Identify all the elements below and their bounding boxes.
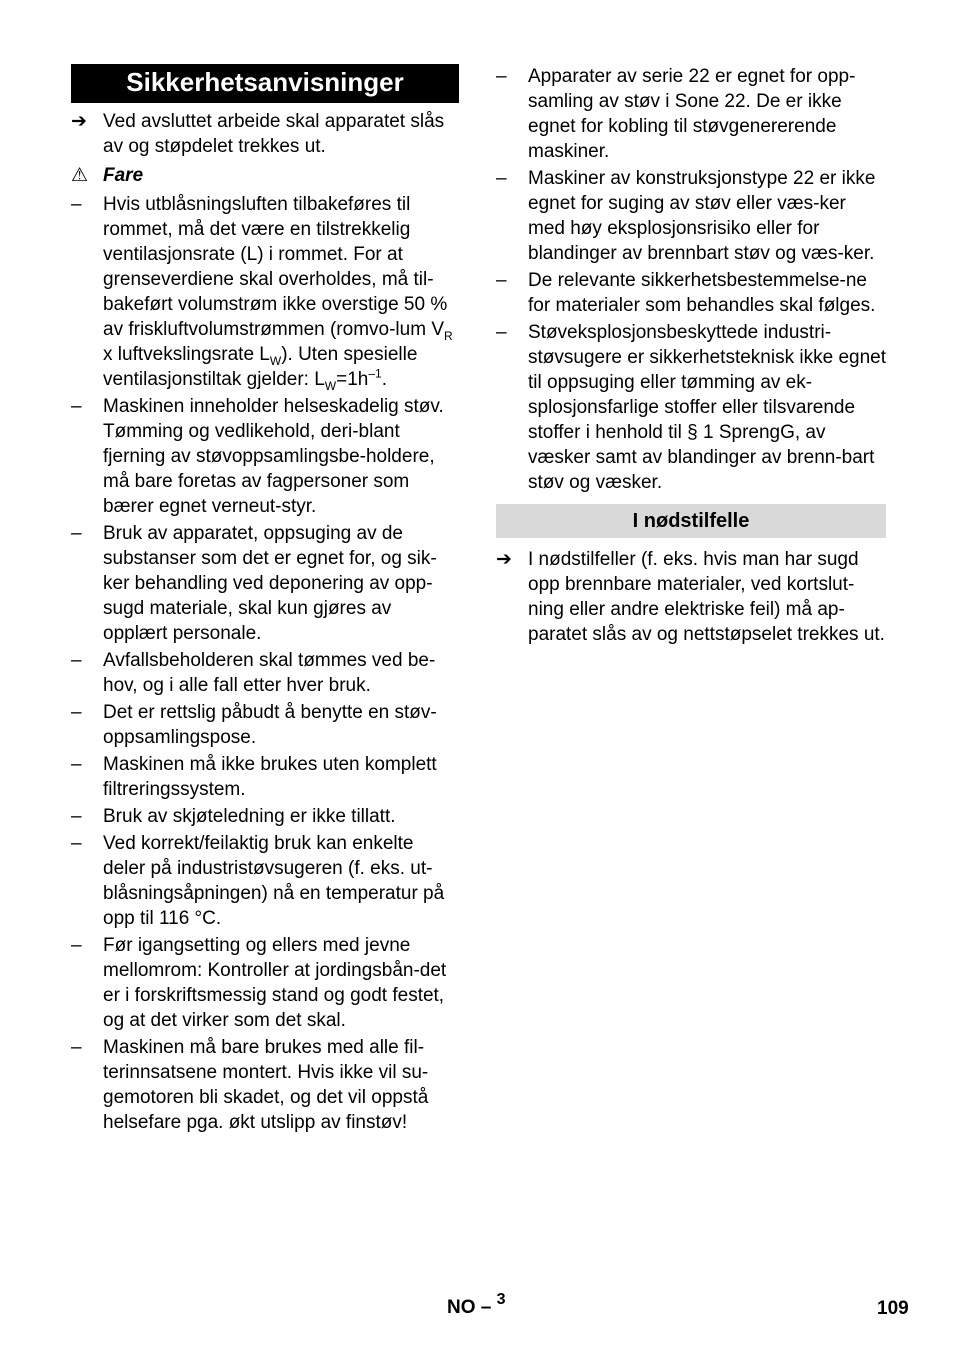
list-item bbox=[71, 648, 459, 698]
list-item bbox=[71, 831, 459, 931]
list-item-text: Maskinen må ikke brukes uten komplett filtreringssystem. bbox=[103, 754, 437, 800]
list-item bbox=[71, 804, 459, 829]
instruction-item bbox=[71, 109, 459, 159]
list-item bbox=[71, 192, 459, 392]
dash-bullet: – bbox=[71, 194, 82, 215]
list-item-text: Bruk av apparatet, oppsuging av de substanser som det er egnet for, og sik-ker behandling ved deponering av opp-sugd materiale, skal kun gjøres av opplært personale. bbox=[103, 523, 437, 644]
list-item bbox=[71, 521, 459, 646]
list-item-text: Støveksplosjonsbeskyttede industri-støvsugere er sikkerhetsteknisk ikke egnet til oppsuging eller tømming av ek-splosjonsfarlige stoffer eller tilsvarende stoffer i henhold til § 1 SprengG, av væsker samt av blandinger av brenn-bart støv og væsker. bbox=[528, 322, 886, 493]
instruction-text: I nødstilfeller (f. eks. hvis man har sugd opp brennbare materialer, ved kortslut-ning eller andre elektriske feil) må ap-paratet slås av og nettstøpselet trekkes ut. bbox=[528, 549, 885, 645]
dash-bullet: – bbox=[496, 168, 507, 189]
danger-label: Fare bbox=[103, 165, 144, 186]
dash-bullet: – bbox=[496, 66, 507, 87]
list-item-text: Ved korrekt/feilaktig bruk kan enkelte deler på industristøvsugeren (f. eks. ut-blåsningsåpningen) nå en temperatur på opp til 116 °C. bbox=[103, 833, 445, 929]
list-item-text: Maskinen må bare brukes med alle fil-terinnsatsene montert. Hvis ikke vil su-gemotoren bli skadet, og det vil oppstå helsefare pga. økt utslipp av finstøv! bbox=[103, 1037, 429, 1133]
list-item-text: Bruk av skjøteledning er ikke tillatt. bbox=[103, 806, 396, 827]
page-number: 109 bbox=[877, 1298, 909, 1319]
list-item bbox=[496, 268, 886, 318]
dash-bullet: – bbox=[71, 833, 82, 854]
dash-bullet: – bbox=[71, 1037, 82, 1058]
list-item-text: Det er rettslig påbudt å benytte en støv-oppsamlingspose. bbox=[103, 702, 437, 748]
list-item bbox=[71, 394, 459, 519]
list-item-text: Hvis utblåsningsluften tilbakeføres til rommet, må det være en tilstrekkelig ventilasjonsrate (L) i rommet. For at grenseverdiene skal overholdes, må til-bakeført volumstrøm ikke overstige 50 % av friskluftvolumstrømmen (romvo-lum $V_R$ x luftvekslingsrate $L_W$). Uten spesielle ventilasjonstiltak gjelder: $L_W=1h^{-1}$. bbox=[103, 194, 453, 393]
instruction-item bbox=[496, 547, 886, 647]
list-item bbox=[71, 1035, 459, 1135]
instruction-text: Ved avsluttet arbeide skal apparatet slås av og støpdelet trekkes ut. bbox=[103, 111, 445, 157]
dash-bullet: – bbox=[71, 935, 82, 956]
dash-bullet: – bbox=[71, 650, 82, 671]
list-item-text: Avfallsbeholderen skal tømmes ved be-hov, og i alle fall etter hver bruk. bbox=[103, 650, 436, 696]
list-item-text: De relevante sikkerhetsbestemmelse-ne for materialer som behandles skal følges. bbox=[528, 270, 876, 316]
dash-bullet: – bbox=[71, 806, 82, 827]
emergency-heading: I nødstilfelle bbox=[496, 504, 886, 538]
list-item-text: Apparater av serie 22 er egnet for opp-samling av støv i Sone 22. De er ikke egnet for kobling til støvgenererende maskiner. bbox=[528, 66, 856, 162]
arrow-right-icon: ➔ bbox=[71, 111, 87, 132]
left-column bbox=[71, 64, 459, 1137]
dash-bullet: – bbox=[71, 702, 82, 723]
list-item bbox=[496, 166, 886, 266]
dash-bullet: – bbox=[71, 396, 82, 417]
danger-label-row bbox=[71, 163, 459, 188]
dash-bullet: – bbox=[71, 523, 82, 544]
list-item-text: Maskinen inneholder helseskadelig støv. Tømming og vedlikehold, deri-blant fjerning av støvoppsamlingsbe-holdere, må bare foretas av fagpersoner som bærer egnet verneut-styr. bbox=[103, 396, 444, 517]
right-column bbox=[496, 64, 886, 649]
list-item bbox=[71, 752, 459, 802]
list-item bbox=[496, 64, 886, 164]
list-item bbox=[496, 320, 886, 495]
footer-language: NO – $^3$ bbox=[447, 1290, 506, 1318]
dash-bullet: – bbox=[71, 754, 82, 775]
list-item-text: Før igangsetting og ellers med jevne mellomrom: Kontroller at jordingsbån-det er i forskriftsmessig stand og godt festet, og at det virker som det skal. bbox=[103, 935, 447, 1031]
list-item-text: Maskiner av konstruksjonstype 22 er ikke egnet for suging av støv eller væs-ker med høy eksplosjonsrisiko eller for blandinger av brennbart støv og væs-ker. bbox=[528, 168, 876, 264]
dash-bullet: – bbox=[496, 322, 507, 343]
dash-bullet: – bbox=[496, 270, 507, 291]
arrow-right-icon: ➔ bbox=[496, 549, 512, 570]
warning-triangle-icon: ⚠ bbox=[71, 165, 89, 186]
section-heading: Sikkerhetsanvisninger bbox=[71, 64, 459, 103]
list-item bbox=[71, 700, 459, 750]
list-item bbox=[71, 933, 459, 1033]
